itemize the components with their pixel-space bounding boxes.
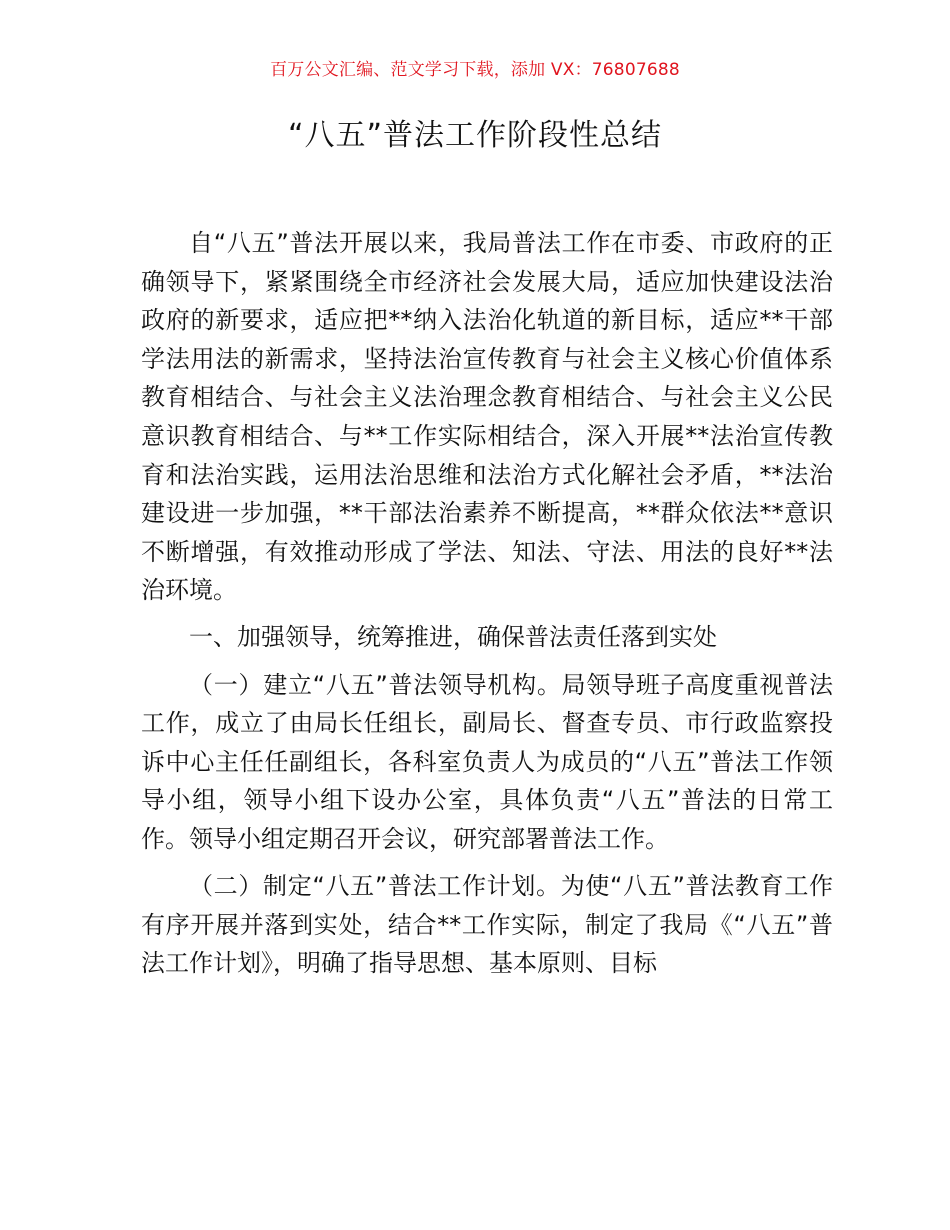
document-body (141, 224, 833, 991)
subsection-paragraph-2: （二）制定“八五”普法工作计划。为使“八五”普法教育工作有序开展并落到实处，结合**工作实际，制定了我局《“八五”普法工作计划》，明确了指导思想、基本原则、目标 (141, 872, 833, 978)
document-title: “八五”普法工作阶段性总结 (287, 118, 663, 153)
watermark-banner: 百万公文汇编、范文学习下载，添加 VX：76807688 (270, 60, 680, 80)
intro-paragraph: 自“八五”普法开展以来，我局普法工作在市委、市政府的正确领导下，紧紧围绕全市经济社会发展大局，适应加快建设法治政府的新要求，适应把**纳入法治化轨道的新目标，适应**干部学法用法的新需求，坚持法治宣传教育与社会主义核心价值体系教育相结合、与社会主义法治理念教育相结合、与社会主义公民意识教育相结合、与**工作实际相结合，深入开展**法治宣传教育和法治实践，运用法治思维和法治方式化解社会矛盾，**法治建设进一步加强，**干部法治素养不断提高，**群众依法**意识不断增强，有效推动形成了学法、知法、守法、用法的良好**法治环境。 (141, 229, 833, 605)
section-heading-1: 一、加强领导，统筹推进，确保普法责任落到实处 (189, 623, 717, 652)
subsection-paragraph-1: （一）建立“八五”普法领导机构。局领导班子高度重视普法工作，成立了由局长任组长，副局长、督查专员、市行政监察投诉中心主任任副组长，各科室负责人为成员的“八五”普法工作领导小组，领导小组下设办公室，具体负责“八五”普法的日常工作。领导小组定期召开会议，研究部署普法工作。 (141, 670, 833, 853)
